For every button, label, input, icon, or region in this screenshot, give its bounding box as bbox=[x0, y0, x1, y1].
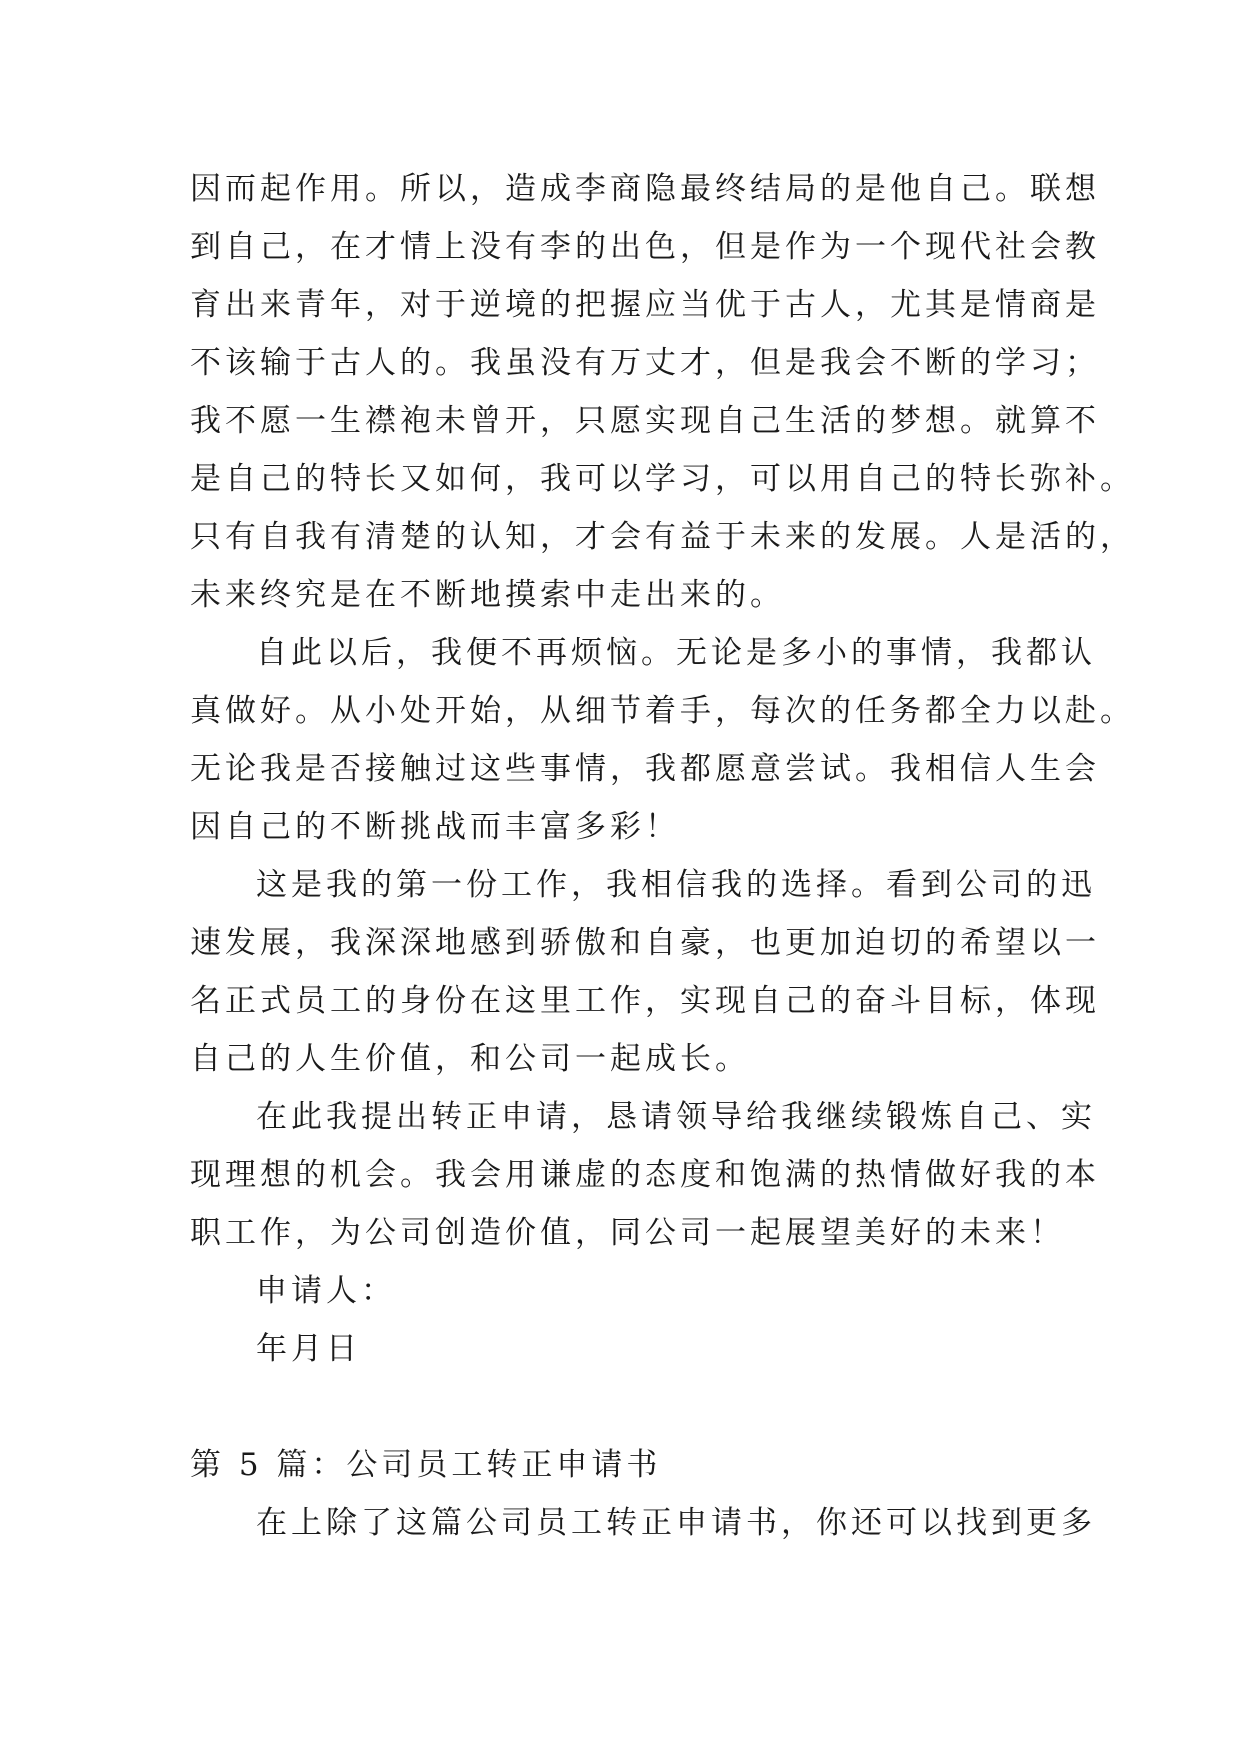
document-body bbox=[190, 160, 1135, 1552]
text-line: 自此以后，我便不再烦恼。无论是多小的事情，我都认 bbox=[256, 635, 1096, 671]
text-line: 因自己的不断挑战而丰富多彩！ bbox=[190, 809, 680, 845]
text-line: 育出来青年，对于逆境的把握应当优于古人，尤其是情商是 bbox=[190, 287, 1100, 323]
section-spacer bbox=[190, 1378, 1060, 1436]
paragraph bbox=[190, 624, 1135, 856]
text-line: 因而起作用。所以，造成李商隐最终结局的是他自己。联想 bbox=[190, 171, 1100, 207]
text-line: 在此我提出转正申请，恳请领导给我继续锻炼自己、实 bbox=[256, 1099, 1096, 1135]
text-line: 名正式员工的身份在这里工作，实现自己的奋斗目标，体现 bbox=[190, 983, 1100, 1019]
text-line: 无论我是否接触过这些事情，我都愿意尝试。我相信人生会 bbox=[190, 751, 1100, 787]
text-line: 只有自我有清楚的认知，才会有益于未来的发展。人是活的， bbox=[190, 519, 1135, 555]
text-line: 现理想的机会。我会用谦虚的态度和饱满的热情做好我的本 bbox=[190, 1157, 1100, 1193]
applicant-label: 申请人： bbox=[256, 1273, 396, 1309]
text-line: 到自己，在才情上没有李的出色，但是作为一个现代社会教 bbox=[190, 229, 1100, 265]
text-line: 未来终究是在不断地摸索中走出来的。 bbox=[190, 577, 785, 613]
signature-block bbox=[190, 1262, 1060, 1378]
paragraph bbox=[190, 856, 1100, 1088]
text-line: 在上除了这篇公司员工转正申请书，你还可以找到更多 bbox=[256, 1505, 1096, 1541]
date-label: 年月日 bbox=[256, 1331, 361, 1367]
text-line: 这是我的第一份工作，我相信我的选择。看到公司的迅 bbox=[256, 867, 1096, 903]
section-heading: 第 5 篇：公司员工转正申请书 bbox=[190, 1447, 662, 1483]
text-line: 不该输于古人的。我虽没有万丈才，但是我会不断的学习； bbox=[190, 345, 1100, 381]
text-line: 真做好。从小处开始，从细节着手，每次的任务都全力以赴。 bbox=[190, 693, 1135, 729]
text-line: 我不愿一生襟袍未曾开，只愿实现自己生活的梦想。就算不 bbox=[190, 403, 1100, 439]
text-line: 速发展，我深深地感到骄傲和自豪，也更加迫切的希望以一 bbox=[190, 925, 1100, 961]
paragraph bbox=[190, 1088, 1100, 1262]
text-line: 自己的人生价值，和公司一起成长。 bbox=[190, 1041, 750, 1077]
paragraph bbox=[190, 160, 1135, 624]
text-line: 职工作，为公司创造价值，同公司一起展望美好的未来！ bbox=[190, 1215, 1065, 1251]
text-line: 是自己的特长又如何，我可以学习，可以用自己的特长弥补。 bbox=[190, 461, 1135, 497]
